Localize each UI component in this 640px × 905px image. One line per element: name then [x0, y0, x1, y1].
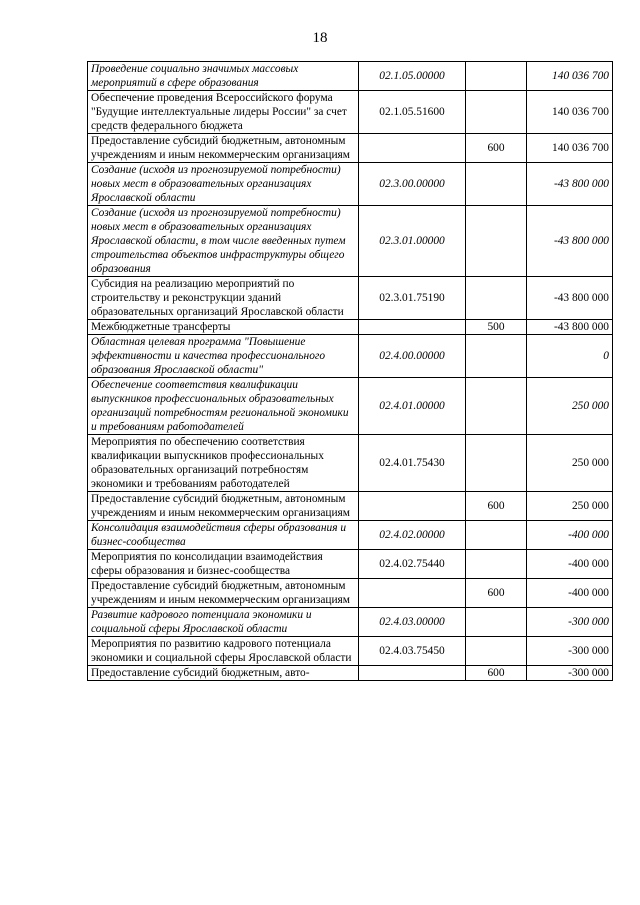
table-row: [88, 91, 613, 134]
table-row: [88, 521, 613, 550]
row-type-cell: [466, 163, 527, 206]
row-type-cell: [466, 637, 527, 666]
row-sum-cell: -400 000: [527, 579, 613, 608]
row-sum-cell: 140 036 700: [527, 134, 613, 163]
table-row: [88, 277, 613, 320]
table-row: [88, 320, 613, 335]
row-name-cell: Предоставление субсидий бюджетным, авто-: [88, 666, 359, 681]
row-type-cell: 600: [466, 579, 527, 608]
row-sum-cell: -43 800 000: [527, 320, 613, 335]
row-sum-cell: 250 000: [527, 378, 613, 435]
table-row: [88, 637, 613, 666]
table-row: [88, 134, 613, 163]
row-name-cell: Проведение социально значимых массовых мероприятий в сфере образования: [88, 62, 359, 91]
row-name-cell: Обеспечение проведения Всероссийского форума "Будущие интеллектуальные лидеры России" за счет средств федерального бюджета: [88, 91, 359, 134]
row-code-cell: 02.3.01.75190: [359, 277, 466, 320]
row-name-cell: Создание (исходя из прогнозируемой потребности) новых мест в образовательных организациях Ярославской области: [88, 163, 359, 206]
row-code-cell: [359, 666, 466, 681]
row-type-cell: 600: [466, 492, 527, 521]
budget-table: [87, 61, 613, 681]
row-sum-cell: -43 800 000: [527, 163, 613, 206]
row-code-cell: 02.4.02.00000: [359, 521, 466, 550]
row-sum-cell: -400 000: [527, 550, 613, 579]
table-row: [88, 206, 613, 277]
row-type-cell: [466, 91, 527, 134]
row-name-cell: Мероприятия по развитию кадрового потенциала экономики и социальной сферы Ярославской области: [88, 637, 359, 666]
row-type-cell: 600: [466, 134, 527, 163]
row-code-cell: [359, 134, 466, 163]
row-name-cell: Межбюджетные трансферты: [88, 320, 359, 335]
row-sum-cell: -300 000: [527, 666, 613, 681]
row-sum-cell: -400 000: [527, 521, 613, 550]
row-code-cell: 02.1.05.51600: [359, 91, 466, 134]
table-row: [88, 492, 613, 521]
row-sum-cell: -300 000: [527, 608, 613, 637]
row-code-cell: [359, 320, 466, 335]
row-code-cell: 02.3.00.00000: [359, 163, 466, 206]
row-sum-cell: -43 800 000: [527, 206, 613, 277]
row-code-cell: [359, 579, 466, 608]
row-type-cell: [466, 335, 527, 378]
row-sum-cell: -300 000: [527, 637, 613, 666]
row-sum-cell: -43 800 000: [527, 277, 613, 320]
row-type-cell: [466, 608, 527, 637]
row-sum-cell: 140 036 700: [527, 62, 613, 91]
row-code-cell: 02.4.02.75440: [359, 550, 466, 579]
row-type-cell: [466, 378, 527, 435]
row-name-cell: Консолидация взаимодействия сферы образования и бизнес-сообщества: [88, 521, 359, 550]
row-code-cell: 02.3.01.00000: [359, 206, 466, 277]
row-type-cell: [466, 550, 527, 579]
row-name-cell: Обеспечение соответствия квалификации выпускников профессиональных образовательных организаций потребностям региональной экономики и требованиям работодателей: [88, 378, 359, 435]
row-name-cell: Предоставление субсидий бюджетным, автономным учреждениям и иным некоммерческим организациям: [88, 134, 359, 163]
row-code-cell: 02.4.03.00000: [359, 608, 466, 637]
table-row: [88, 435, 613, 492]
row-name-cell: Мероприятия по обеспечению соответствия квалификации выпускников профессиональных образовательных организаций потребностям экономики и требованиям работодателей: [88, 435, 359, 492]
row-type-cell: [466, 62, 527, 91]
row-name-cell: Мероприятия по консолидации взаимодействия сферы образования и бизнес-сообщества: [88, 550, 359, 579]
table-row: [88, 62, 613, 91]
table-row: [88, 378, 613, 435]
table-row: [88, 666, 613, 681]
row-sum-cell: 250 000: [527, 492, 613, 521]
row-code-cell: 02.4.00.00000: [359, 335, 466, 378]
row-type-cell: [466, 206, 527, 277]
row-name-cell: Предоставление субсидий бюджетным, автономным учреждениям и иным некоммерческим организациям: [88, 579, 359, 608]
row-type-cell: [466, 521, 527, 550]
row-code-cell: 02.4.03.75450: [359, 637, 466, 666]
row-name-cell: Предоставление субсидий бюджетным, автономным учреждениям и иным некоммерческим организациям: [88, 492, 359, 521]
row-code-cell: 02.1.05.00000: [359, 62, 466, 91]
row-name-cell: Субсидия на реализацию мероприятий по строительству и реконструкции зданий образовательных организаций Ярославской области: [88, 277, 359, 320]
row-sum-cell: 140 036 700: [527, 91, 613, 134]
page-number: 18: [312, 30, 328, 46]
table-row: [88, 579, 613, 608]
budget-table-body: [88, 62, 613, 681]
row-sum-cell: 0: [527, 335, 613, 378]
row-type-cell: [466, 277, 527, 320]
table-row: [88, 608, 613, 637]
row-sum-cell: 250 000: [527, 435, 613, 492]
row-code-cell: 02.4.01.75430: [359, 435, 466, 492]
row-type-cell: 500: [466, 320, 527, 335]
row-name-cell: Создание (исходя из прогнозируемой потребности) новых мест в образовательных организациях Ярославской области, в том числе введенных путем строительства объектов инфраструктуры общего образования: [88, 206, 359, 277]
table-row: [88, 550, 613, 579]
table-row: [88, 335, 613, 378]
row-type-cell: 600: [466, 666, 527, 681]
row-code-cell: [359, 492, 466, 521]
row-name-cell: Областная целевая программа "Повышение эффективности и качества профессионального образования Ярославской области": [88, 335, 359, 378]
row-name-cell: Развитие кадрового потенциала экономики и социальной сферы Ярославской области: [88, 608, 359, 637]
row-code-cell: 02.4.01.00000: [359, 378, 466, 435]
table-row: [88, 163, 613, 206]
row-type-cell: [466, 435, 527, 492]
